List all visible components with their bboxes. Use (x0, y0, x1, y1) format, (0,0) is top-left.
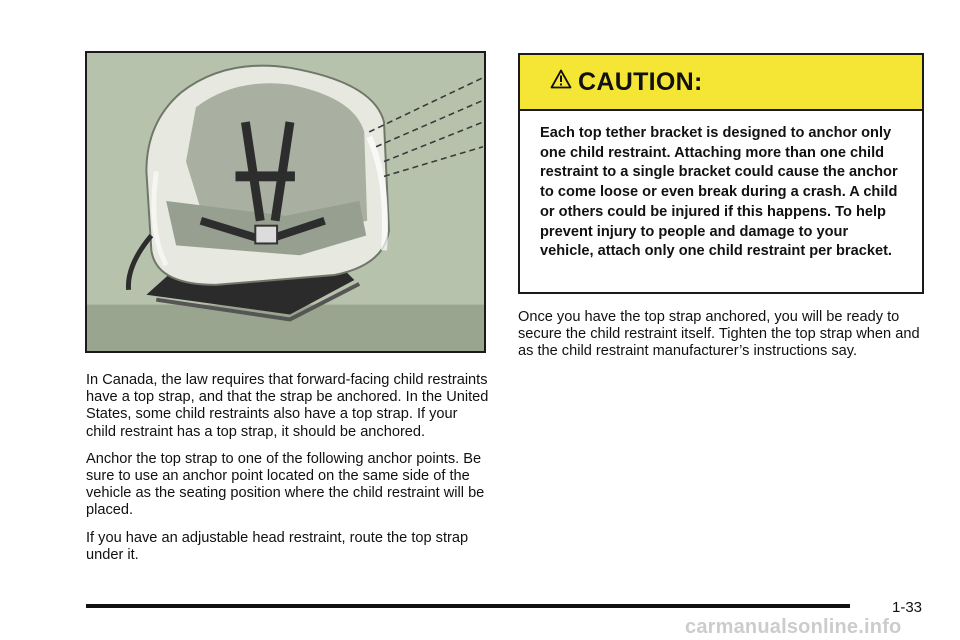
paragraph-head-restraint: If you have an adjustable head restraint, route the top strap under it. (86, 529, 469, 563)
paragraph-anchor-points: Anchor the top strap to one of the following anchor points. Be sure to use an anchor point located on the same side of the vehicle as the seating position where the child restraint will be placed. (86, 450, 485, 519)
caution-title: CAUTION: (578, 67, 703, 96)
caution-box (518, 53, 924, 294)
caution-header (520, 55, 922, 111)
watermark: carmanualsonline.info (685, 616, 902, 638)
page-number: 1-33 (892, 599, 923, 616)
paragraph-secure-restraint: Once you have the top strap anchored, you will be ready to secure the child restraint itself. Tighten the top strap when and as the child restraint manufacturer’s instructions say. (518, 309, 920, 360)
left-column (86, 372, 490, 574)
child-seat-figure (85, 51, 486, 353)
right-column (518, 309, 924, 371)
paragraph-canada-law: In Canada, the law requires that forward-facing child restraints have a top strap, and that the strap be anchored. In the United States, some child restraints also have a top strap. If your child restraint has a top strap, it should be anchored. (86, 372, 489, 440)
warning-triangle-icon (550, 69, 572, 89)
footer-rule (86, 604, 850, 608)
child-seat-illustration-icon (87, 53, 484, 351)
caution-body: Each top tether bracket is designed to anchor only one child restraint. Attaching more than one child restraint to a single bracket could cause the anchor to come loose or even break during a crash. A child or others could be injured if this happens. To help prevent injury to people and damage to your vehicle, attach only one child restraint per bracket. (540, 125, 898, 260)
